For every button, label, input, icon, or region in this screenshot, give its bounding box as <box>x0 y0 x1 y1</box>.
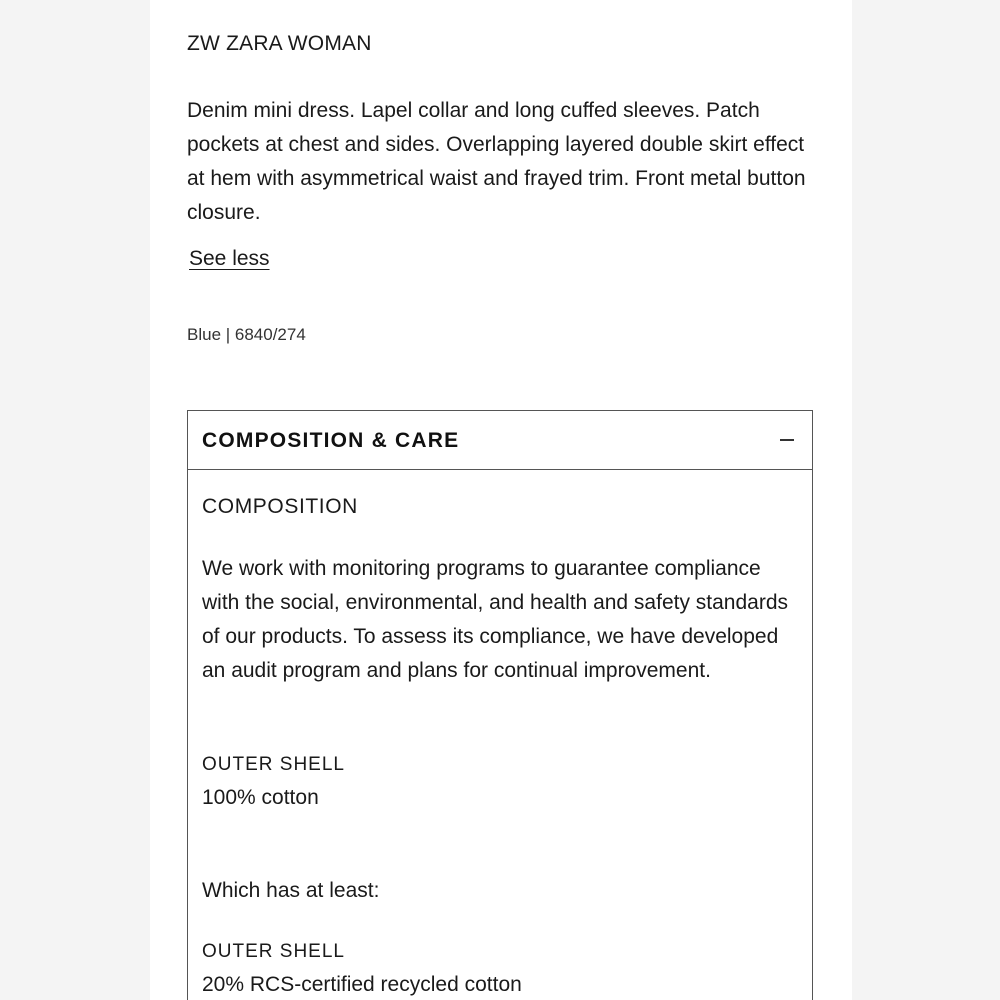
composition-care-panel <box>187 410 813 1000</box>
minus-icon[interactable] <box>780 439 794 441</box>
certified-outer-shell-label: OUTER SHELL <box>202 941 345 962</box>
product-detail-page <box>150 0 852 1000</box>
color-reference: Blue | 6840/274 <box>187 325 306 344</box>
composition-care-header[interactable] <box>188 411 812 470</box>
outer-shell-label: OUTER SHELL <box>202 754 345 775</box>
brand-name: ZW ZARA WOMAN <box>187 32 372 55</box>
see-less-link[interactable]: See less <box>189 247 270 270</box>
composition-heading: COMPOSITION <box>202 495 358 518</box>
composition-care-title: COMPOSITION & CARE <box>202 429 460 452</box>
compliance-text: We work with monitoring programs to guarantee compliance with the social, environmental, and health and safety standards of our products. To assess its compliance, we have developed an audit program and plans for continual improvement. <box>202 557 789 682</box>
certified-outer-shell-value: 20% RCS-certified recycled cotton <box>202 973 522 996</box>
outer-shell-value: 100% cotton <box>202 786 319 809</box>
which-has-label: Which has at least: <box>202 879 380 902</box>
product-description: Denim mini dress. Lapel collar and long cuffed sleeves. Patch pockets at chest and sides. Overlapping layered double skirt effect at hem with asymmetrical waist and frayed trim. Front metal button closure. <box>187 99 806 224</box>
